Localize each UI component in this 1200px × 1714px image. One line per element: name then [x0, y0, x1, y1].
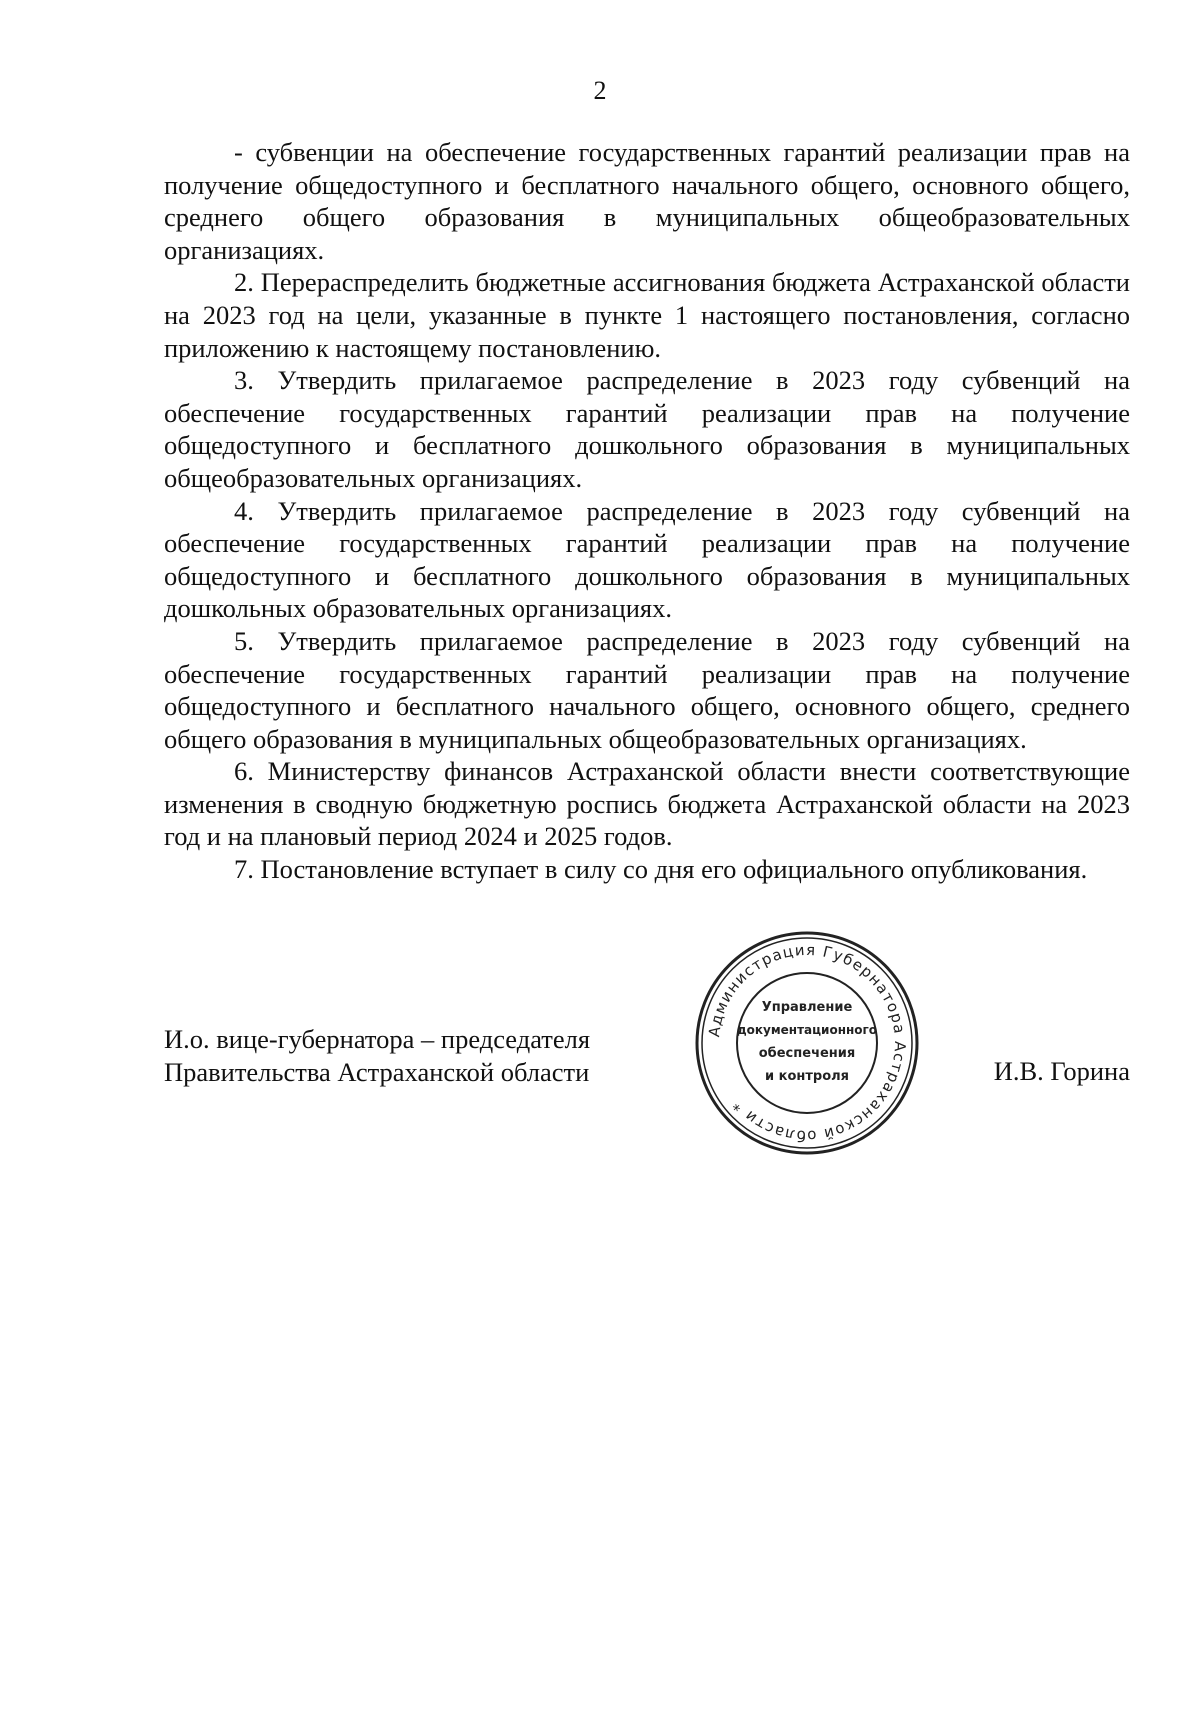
- page-number: 2: [593, 76, 607, 105]
- signatory-position: [164, 1023, 590, 1088]
- paragraph-4: 4. Утвердить прилагаемое распределение в 2023 году субвенций на обеспечение государственных гарантий реализации прав на получение общедоступного и бесплатного дошкольного образования в муниципальных дошкольных образовательных организациях.: [164, 495, 1130, 624]
- signatory-position-line-1: И.о. вице-губернатора – председателя: [164, 1024, 591, 1054]
- paragraph-3: 3. Утвердить прилагаемое распределение в 2023 году субвенций на обеспечение государственных гарантий реализации прав на получение общедоступного и бесплатного дошкольного образования в муниципальных общеобразовательных организациях.: [164, 365, 1130, 493]
- stamp-center-line-1: Управление: [761, 1000, 853, 1015]
- paragraph-5: 5. Утвердить прилагаемое распределение в 2023 году субвенций на обеспечение государственных гарантий реализации прав на получение общедоступного и бесплатного начального общего, основного общего, среднего общего образования в муниципальных общеобразовательных организациях.: [164, 625, 1130, 754]
- stamp-center-line-4: и контроля: [764, 1069, 850, 1084]
- svg-text:Администрация Губернатора Астр: [705, 941, 909, 1145]
- paragraph-6: 6. Министерству финансов Астраханской области внести соответствующие изменения в сводную бюджетную роспись бюджета Астраханской области на 2023 год и на плановый период 2024 и 2025 годов.: [164, 756, 1130, 852]
- signatory-position-line-2: Правительства Астраханской области: [164, 1056, 590, 1087]
- stamp-ring-text: Администрация Губернатора Астраханской области *: [705, 940, 910, 1146]
- document-body: [164, 136, 1130, 886]
- signatory-name: И.В. Горина: [993, 1056, 1130, 1086]
- stamp-center-line-2: документационного: [736, 1023, 878, 1037]
- paragraph-2: 2. Перераспределить бюджетные ассигнования бюджета Астраханской области на 2023 год на цели, указанные в пункте 1 настоящего постановления, согласно приложению к настоящему постановлению.: [164, 267, 1130, 363]
- official-seal-stamp: [692, 928, 922, 1158]
- paragraph-subvention-item: - субвенции на обеспечение государственных гарантий реализации прав на получение общедоступного и бесплатного начального общего, основного общего, среднего общего образования в муниципальных общеобразовательных организациях.: [164, 137, 1130, 265]
- stamp-center-line-3: обеспечения: [758, 1046, 856, 1061]
- paragraph-7: 7. Постановление вступает в силу со дня его официального опубликования.: [234, 854, 1088, 885]
